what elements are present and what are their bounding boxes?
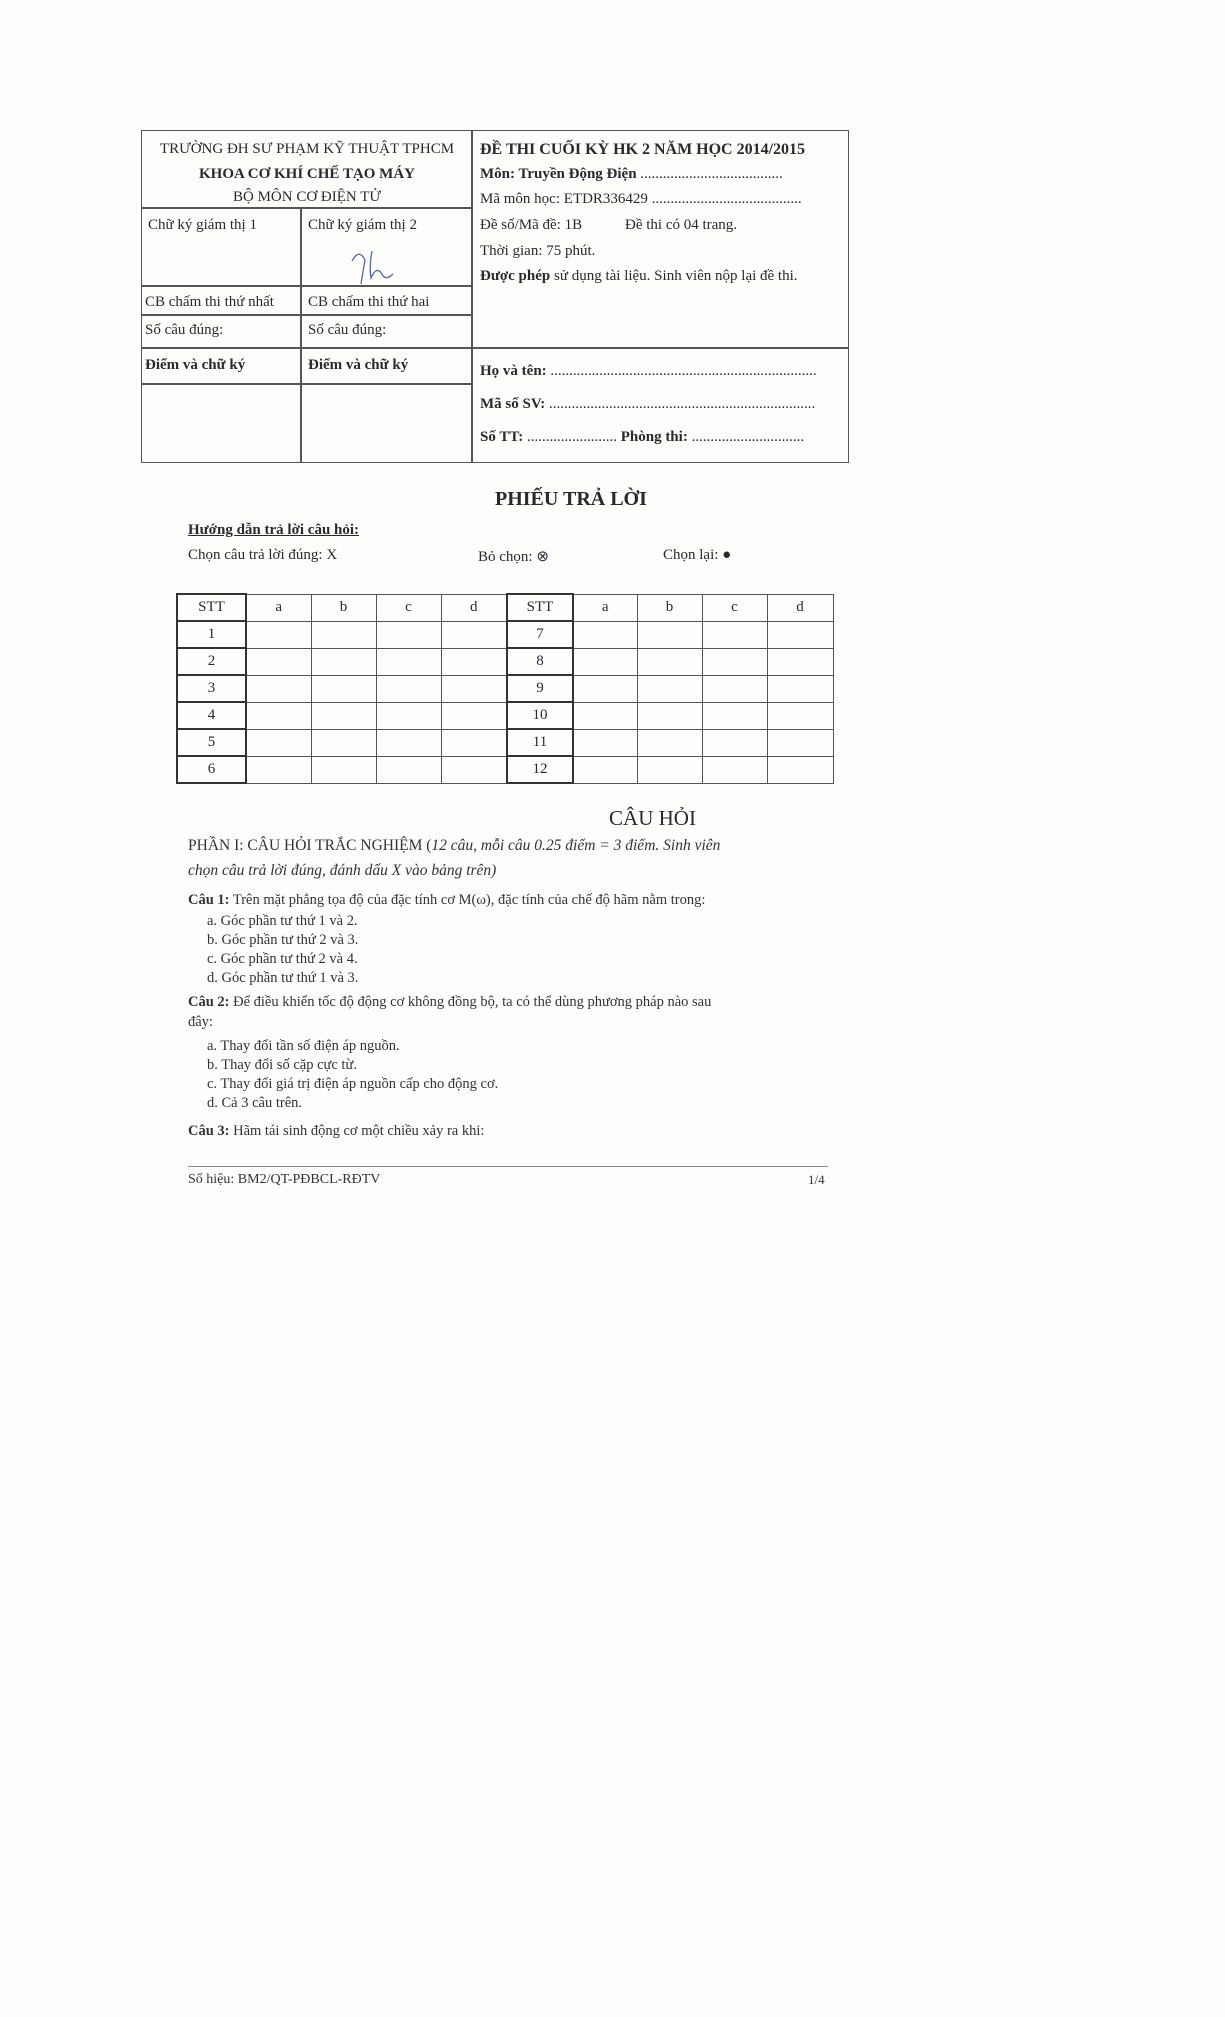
answer-cell[interactable] (767, 675, 833, 702)
header-b: b (637, 594, 702, 621)
correct-count-1-label: Số câu đúng: (145, 322, 224, 338)
exam-code: Đề số/Mã đề: 1B (480, 217, 583, 233)
answer-cell[interactable] (246, 756, 311, 783)
answer-cell[interactable] (376, 756, 441, 783)
exam-title: ĐỀ THI CUỐI KỲ HK 2 NĂM HỌC 2014/2015 (480, 141, 806, 158)
allowed-text: sử dụng tài liệu. Sinh viên nộp lại đề thi. (553, 268, 798, 284)
answer-row (177, 756, 833, 783)
guide-title: Hướng dẫn trả lời câu hỏi: (188, 522, 360, 538)
header-d: d (767, 594, 833, 621)
name-label: Họ và tên: (480, 363, 547, 379)
footer-page: 1/4 (808, 1172, 825, 1187)
subject: Môn: Truyền Động Điện (480, 166, 637, 182)
q3-text: Hãm tái sinh động cơ một chiều xảy ra khi: (233, 1123, 485, 1139)
answer-row (177, 621, 833, 648)
grader-2-label: CB chấm thi thứ hai (308, 294, 430, 310)
question-number: 5 (177, 729, 246, 756)
answer-cell[interactable] (441, 621, 507, 648)
answer-grid (176, 593, 834, 784)
q2-text-2: đây: (188, 1014, 213, 1030)
question-number: 3 (177, 675, 246, 702)
score-1-label: Điểm và chữ ký (145, 357, 246, 373)
exam-header-table: TRƯỜNG ĐH SƯ PHẠM KỸ THUẬT TPHCM KHOA CƠ KHÍ CHẾ TẠO MÁY BỘ MÔN CƠ ĐIỆN TỬ Chữ ký giám thị 1 Chữ ký giám thị 2 CB chấm thi thứ nhất CB chấm thi thứ hai Số câu đúng: Số câu đúng: Điểm và chữ ký Điểm và chữ ký ĐỀ THI CUỐI KỲ HK 2 NĂM HỌC 2014/2015 Môn: Truyền Động Điện ...................................... Mã môn học: ETDR336429 ........................................ Đề số/Mã đề: 1B Đề thi có 04 trang. Thời gian: 75 phút. Được phép sử dụng tài liệu. Sinh viên nộp lại đề thi. Họ và tên: ....................................................................... Mã số SV: ....................................................................... Số TT: ........................ Phòng thi: .............................. (141, 130, 849, 463)
q2-option-d: d. Cả 3 câu trên. (207, 1095, 303, 1111)
answer-cell[interactable] (637, 729, 702, 756)
answer-cell[interactable] (573, 702, 637, 729)
answer-cell[interactable] (441, 729, 507, 756)
q2-option-b: b. Thay đổi số cặp cực từ. (207, 1057, 357, 1073)
answer-cell[interactable] (441, 648, 507, 675)
answer-cell[interactable] (767, 621, 833, 648)
answer-cell[interactable] (311, 702, 376, 729)
answer-cell[interactable] (573, 756, 637, 783)
answer-cell[interactable] (573, 729, 637, 756)
answer-cell[interactable] (767, 702, 833, 729)
guide-rechoose: Chọn lại: ● (663, 547, 732, 563)
footer-code: Số hiệu: BM2/QT-PĐBCL-RĐTV (188, 1172, 381, 1187)
header-stt: STT (507, 594, 573, 621)
answer-cell[interactable] (376, 675, 441, 702)
q1-text: Trên mặt phẳng tọa độ của đặc tính cơ M(ω), đặc tính của chế độ hãm nằm trong: (232, 892, 706, 908)
question-number: 6 (177, 756, 246, 783)
answer-cell[interactable] (246, 621, 311, 648)
handwritten-signature (347, 246, 407, 286)
answer-cell[interactable] (441, 756, 507, 783)
answer-cell[interactable] (246, 729, 311, 756)
answer-cell[interactable] (246, 702, 311, 729)
answer-row (177, 729, 833, 756)
school-name: TRƯỜNG ĐH SƯ PHẠM KỸ THUẬT TPHCM (159, 141, 455, 157)
q2-text: Để điều khiển tốc độ động cơ không đồng bộ, ta có thể dùng phương pháp nào sau (233, 994, 712, 1010)
header-stt: STT (177, 594, 246, 621)
student-id-label: Mã số SV: (480, 396, 546, 412)
exam-time: Thời gian: 75 phút. (480, 243, 596, 259)
questions-title: CÂU HỎI (609, 806, 696, 830)
answer-cell[interactable] (573, 621, 637, 648)
answer-cell[interactable] (767, 648, 833, 675)
answer-sheet-title: PHIẾU TRẢ LỜI (495, 488, 647, 510)
answer-cell[interactable] (573, 675, 637, 702)
answer-cell[interactable] (311, 648, 376, 675)
q1-option-c: c. Góc phần tư thứ 2 và 4. (207, 951, 358, 967)
answer-row (177, 648, 833, 675)
page-count: Đề thi có 04 trang. (625, 217, 738, 233)
answer-cell[interactable] (702, 675, 767, 702)
answer-cell[interactable] (637, 675, 702, 702)
invigilator-1-label: Chữ ký giám thị 1 (148, 217, 257, 233)
answer-cell[interactable] (376, 621, 441, 648)
answer-cell[interactable] (376, 648, 441, 675)
question-number: 7 (507, 621, 573, 648)
guide-unchoose: Bỏ chọn: ⊗ (478, 549, 549, 565)
question-number: 12 (507, 756, 573, 783)
answer-cell[interactable] (637, 621, 702, 648)
header-c: c (376, 594, 441, 621)
q3-label: Câu 3: (188, 1123, 230, 1139)
q2-label: Câu 2: (188, 994, 230, 1010)
q1-option-d: d. Góc phần tư thứ 1 và 3. (207, 970, 359, 986)
answer-cell[interactable] (702, 702, 767, 729)
answer-cell[interactable] (637, 702, 702, 729)
grader-1-label: CB chấm thi thứ nhất (145, 294, 274, 310)
answer-cell[interactable] (637, 756, 702, 783)
faculty-name: KHOA CƠ KHÍ CHẾ TẠO MÁY (199, 166, 415, 182)
part1-instructions-2: chọn câu trả lời đúng, đánh dấu X vào bảng trên) (188, 862, 497, 879)
correct-count-2-label: Số câu đúng: (308, 322, 387, 338)
answer-cell[interactable] (702, 756, 767, 783)
part1-instructions: 12 câu, mỗi câu 0.25 điểm = 3 điểm. Sinh viên (431, 837, 721, 854)
room-label: Phòng thi: (620, 429, 688, 445)
answer-cell[interactable] (311, 729, 376, 756)
q2-option-c: c. Thay đổi giá trị điện áp nguồn cấp cho động cơ. (207, 1076, 499, 1092)
question-number: 11 (507, 729, 573, 756)
q1-option-a: a. Góc phần tư thứ 1 và 2. (207, 913, 358, 929)
allowed-label: Được phép (480, 268, 551, 284)
answer-cell[interactable] (311, 756, 376, 783)
answer-cell[interactable] (246, 675, 311, 702)
header-a: a (246, 594, 311, 621)
answer-cell[interactable] (767, 756, 833, 783)
q1-option-b: b. Góc phần tư thứ 2 và 3. (207, 932, 359, 948)
answer-cell[interactable] (767, 729, 833, 756)
answer-cell[interactable] (573, 648, 637, 675)
answer-cell[interactable] (376, 702, 441, 729)
question-number: 2 (177, 648, 246, 675)
subject-code: Mã môn học: ETDR336429 (480, 191, 648, 207)
answer-cell[interactable] (311, 621, 376, 648)
answer-cell[interactable] (702, 729, 767, 756)
q1-label: Câu 1: (188, 892, 230, 908)
q2-option-a: a. Thay đổi tần số điện áp nguồn. (207, 1038, 400, 1054)
question-number: 1 (177, 621, 246, 648)
header-b: b (311, 594, 376, 621)
footer-divider (188, 1166, 828, 1167)
answer-cell[interactable] (702, 648, 767, 675)
answer-cell[interactable] (246, 648, 311, 675)
header-c: c (702, 594, 767, 621)
answer-grid-header (177, 594, 833, 621)
part1-heading: PHẦN I: CÂU HỎI TRẮC NGHIỆM ( (188, 837, 432, 854)
guide-choose: Chọn câu trả lời đúng: X (188, 547, 338, 563)
question-number: 9 (507, 675, 573, 702)
question-number: 8 (507, 648, 573, 675)
header-a: a (573, 594, 637, 621)
department-name: BỘ MÔN CƠ ĐIỆN TỬ (232, 189, 382, 205)
question-number: 10 (507, 702, 573, 729)
header-d: d (441, 594, 507, 621)
answer-cell[interactable] (441, 702, 507, 729)
invigilator-2-label: Chữ ký giám thị 2 (308, 217, 417, 233)
answer-cell[interactable] (637, 648, 702, 675)
answer-cell[interactable] (376, 729, 441, 756)
answer-row (177, 702, 833, 729)
answer-cell[interactable] (702, 621, 767, 648)
answer-cell[interactable] (311, 675, 376, 702)
answer-cell[interactable] (441, 675, 507, 702)
score-2-label: Điểm và chữ ký (308, 357, 409, 373)
answer-row (177, 675, 833, 702)
seat-number-label: Số TT: (480, 429, 524, 445)
question-number: 4 (177, 702, 246, 729)
